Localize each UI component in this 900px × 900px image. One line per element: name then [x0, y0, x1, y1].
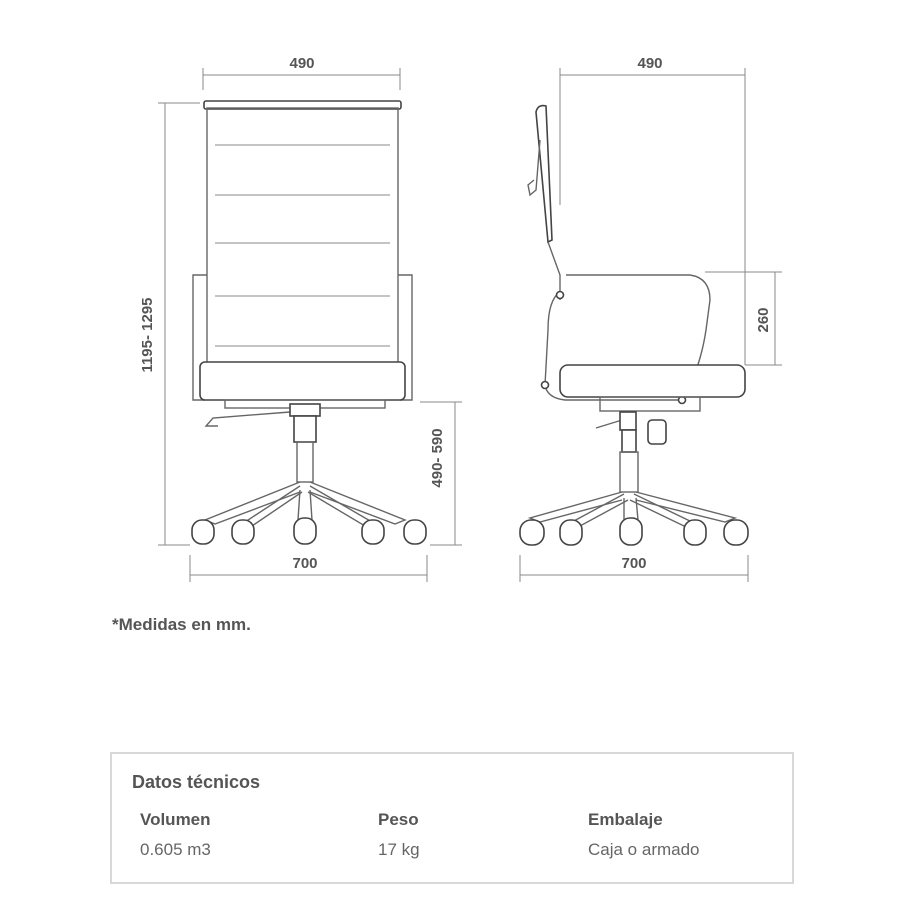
technical-data-panel [110, 752, 794, 884]
front-width-label: 490 [289, 55, 315, 72]
spec-packaging-label: Embalaje [588, 810, 663, 829]
side-view [520, 55, 782, 582]
spec-packaging [588, 810, 700, 860]
spec-weight [378, 810, 420, 860]
spec-volume [140, 810, 211, 860]
specs-title: Datos técnicos [132, 772, 261, 792]
side-base-label: 700 [621, 555, 647, 572]
spec-packaging-value: Caja o armado [588, 840, 700, 859]
spec-weight-value: 17 kg [378, 840, 420, 859]
armrest-height-label: 260 [755, 307, 772, 333]
side-wheels [520, 518, 748, 545]
units-note: *Medidas en mm. [112, 615, 251, 634]
side-width-label: 490 [637, 55, 663, 72]
spec-weight-label: Peso [378, 810, 419, 829]
front-base-label: 700 [292, 555, 318, 572]
front-view [139, 55, 462, 582]
spec-volume-label: Volumen [140, 810, 211, 829]
spec-volume-value: 0.605 m3 [140, 840, 211, 859]
total-height-label: 1195- 1295 [139, 297, 156, 373]
seat-height-label: 490- 590 [429, 428, 446, 488]
